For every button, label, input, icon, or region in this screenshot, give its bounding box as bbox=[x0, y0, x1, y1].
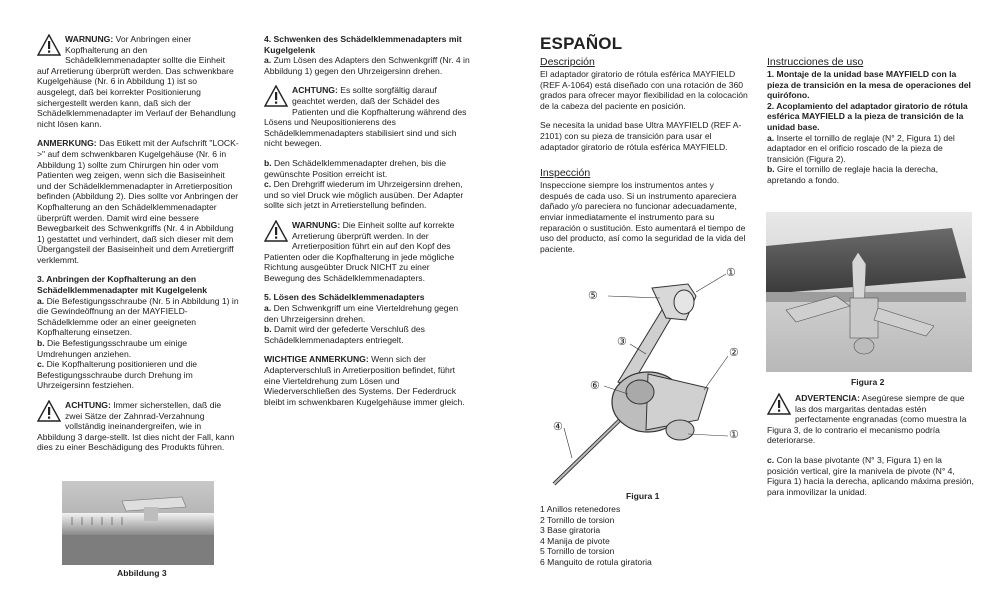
warning-triangle-icon bbox=[767, 393, 791, 415]
note-label: ANMERKUNG: bbox=[37, 138, 97, 149]
step-text: Con la base pivotante (N° 3, Figura 1) en la posición vertical, gire la manivela de pivote (N° 4, Figura 1) hacia la derecha, aplicando máxima presión, para inmovilizar la unidad. bbox=[767, 454, 974, 497]
figure-1-callout-6: ⑥ bbox=[590, 380, 600, 392]
warning-triangle-icon bbox=[264, 220, 288, 242]
step-text: Die Befestigungsschraube (Nr. 5 in Abbildung 1) in die Gewindeöffnung an der MAYFIELD-Schädelklemme oder an einer geeigneten Kopfhalterung einsetzen. bbox=[37, 295, 239, 338]
legend-item: 2 Tornillo de torsion bbox=[540, 514, 615, 525]
legend-item: 3 Base giratoria bbox=[540, 525, 601, 536]
important-text: Wenn sich der Adapterverschluß in Arretierposition befindet, führt eine Vierteldrehung zum Lösen und Wiederverschließen des Systems. Der Federdruck bleibt im schwenkbaren Kugelgehäuse immer gleich. bbox=[264, 354, 465, 407]
section-4 bbox=[264, 34, 470, 76]
step-text: Inserte el tornillo de reglaje (N° 2, Figura 1) del adaptador en el orificio roscado de la pieza de transición (Figura 2). bbox=[767, 132, 955, 164]
step-text: Zum Lösen des Adapters den Schwenkgriff (Nr. 4 in Abbildung 1) gegen den Uhrzeigersinn drehen. bbox=[264, 55, 470, 76]
description-paragraph: El adaptador giratorio de rótula esférica MAYFIELD (REF A-1064) está diseñado con una rotación de 360 grados para ofrecer mayor flexibilidad en la colocación de la cabeza del paciente en posición. bbox=[540, 69, 748, 111]
figure-2-caption: Figura 2 bbox=[851, 377, 885, 387]
step-2: 2. Acoplamiento del adaptador giratorio de rótula esférica MAYFIELD a la pieza de transición de la unidad base. bbox=[767, 100, 968, 132]
inspection-heading: Inspección bbox=[540, 167, 591, 180]
note-text: Das Etikett mit der Aufschrift "LOCK->" auf dem schwenkbaren Kugelgehäuse (Nr. 6 in Abbildung 1) sollte zum Chirurgen hin oder vom Patienten weg zeigen, wenn sich die Basiseinheit und der Schädelklemmenadapter in Arretierposition befinden (Abbildung 2). Dies sollte vor Anbringen der Kopfhalterung an den Schädelklemmenadapter überprüft werden. Damit wird eine bessere Bewegbarkeit des Schwenkgriffs (Nr. 4 in Abbildung 1) gestattet und verhindert, daß sich dieser mit dem Übergangsteil der Basiseinheit und dem Arretiergriff verklemmt. bbox=[37, 138, 239, 265]
step-text: Den Drehgriff wiederum im Uhrzeigersinn drehen, und so viel Druck wie möglich ausüben. Der Adapter sollte sich jetzt in Arretierstellung befinden. bbox=[264, 179, 464, 211]
section-4-continued bbox=[264, 158, 470, 211]
column-german-1 bbox=[37, 34, 239, 462]
warning-label: WARNUNG: bbox=[65, 34, 114, 44]
caution-text: Immer sicherstellen, daß die zwei Sätze der Zahnrad-Verzahnung vollständig ineinandergreifen, wie in Abbildung 3 darge-stellt. Ist dies nicht der Fall, kann dies zu einer Beschädigung des Produkts führen. bbox=[37, 400, 235, 453]
step-label: a. bbox=[37, 295, 45, 306]
section-3-title: 3. Anbringen der Kopfhalterung an den Schädelklemmenadapter mit Kugelgelenk bbox=[37, 274, 208, 296]
warning-triangle-icon bbox=[37, 34, 61, 56]
section-5 bbox=[264, 292, 470, 345]
figure-1-legend bbox=[540, 504, 740, 568]
caution-label: ACHTUNG: bbox=[65, 400, 111, 410]
step-label: c. bbox=[264, 179, 272, 190]
language-title: ESPAÑOL bbox=[540, 34, 623, 53]
section-3 bbox=[37, 274, 239, 391]
legend-item: 4 Manija de pivote bbox=[540, 535, 610, 546]
step-text: Den Schwenkgriff um eine Vierteldrehung gegen den Uhrzeigersinn drehen. bbox=[264, 303, 459, 324]
warning-triangle-icon bbox=[264, 85, 288, 107]
caution-block bbox=[264, 85, 470, 149]
step-label: b. bbox=[264, 157, 272, 168]
legend-item: 5 Tornillo de torsion bbox=[540, 546, 615, 557]
figure-1-callout-1: ① bbox=[726, 267, 736, 279]
column-german-2 bbox=[264, 34, 470, 416]
warning-triangle-icon bbox=[37, 400, 61, 422]
warning-label: WARNUNG: bbox=[292, 219, 341, 230]
column-spanish-2-lower bbox=[767, 393, 975, 506]
figure-1-callout-5: ⑤ bbox=[588, 290, 598, 302]
warning-block bbox=[264, 220, 470, 284]
figure-1-callout-3: ③ bbox=[617, 336, 627, 348]
step-text: Die Kopfhalterung positionieren und die Befestigungsschraube durch Drehung im Uhrzeigersinn festziehen. bbox=[37, 359, 198, 391]
step-2a bbox=[767, 133, 975, 165]
step-label: b. bbox=[767, 164, 775, 175]
figure-1-drawing bbox=[548, 262, 748, 490]
step-text: Den Schädelklemmenadapter drehen, bis die gewünschte Position erreicht ist. bbox=[264, 157, 447, 179]
important-note bbox=[264, 354, 470, 407]
figure-2-photo bbox=[766, 212, 972, 372]
step-label: a. bbox=[264, 55, 272, 66]
step-2b bbox=[767, 164, 975, 185]
column-spanish-2 bbox=[767, 56, 975, 186]
important-label: WICHTIGE ANMERKUNG: bbox=[264, 354, 369, 365]
step-label: b. bbox=[37, 338, 45, 349]
warning-text: Vor Anbringen einer Kopfhalterung an den Schädelklemmenadapter sollte die Einheit auf Arretierung überprüft werden. Das schwenkbare Kugelgehäuse (Nr. 6 in Abbildung 1) ist so ausgelegt, daß bei korrekter Positionierung sichergestellt werden kann, daß sich der Schädelklemmenadapter im Verlauf der Behandlung nicht lösen kann. bbox=[37, 34, 236, 129]
step-2c bbox=[767, 455, 975, 497]
step-label: a. bbox=[767, 132, 775, 143]
step-text: Die Befestigungsschraube um einige Umdrehungen anziehen. bbox=[37, 338, 188, 359]
warning-label: ADVERTENCIA: bbox=[795, 393, 860, 403]
step-label: b. bbox=[264, 324, 272, 335]
step-text: Damit wird der gefederte Verschluß des Schädelklemmenadapters entriegelt. bbox=[264, 324, 425, 345]
warning-block bbox=[767, 393, 975, 446]
step-label: c. bbox=[767, 454, 775, 465]
description-heading: Descripción bbox=[540, 56, 595, 68]
figure-3-caption: Abbildung 3 bbox=[117, 568, 167, 578]
figure-1-callout-2: ② bbox=[729, 347, 739, 359]
caution-label: ACHTUNG: bbox=[292, 85, 338, 96]
caution-text: Es sollte sorgfältig darauf geachtet werden, daß der Schädel des Patienten und die Kopfhalterung während des Lösens und Neupositionierens des Schädelklemmenadapters stabilisiert sind und sich nicht bewegen. bbox=[264, 85, 467, 149]
step-text: Gire el tornillo de reglaje hacia la derecha, apretando a fondo. bbox=[767, 164, 939, 185]
section-5-title: 5. Lösen des Schädelklemmenadapters bbox=[264, 292, 425, 303]
column-spanish-1 bbox=[540, 34, 748, 263]
step-label: c. bbox=[37, 359, 45, 370]
legend-item: 1 Anillos retenedores bbox=[540, 504, 621, 514]
legend-item: 6 Manguito de rotula giratoria bbox=[540, 556, 652, 567]
warning-block bbox=[37, 34, 239, 129]
caution-block bbox=[37, 400, 239, 453]
figure-1-callout-4: ④ bbox=[553, 421, 563, 433]
step-label: a. bbox=[264, 303, 272, 314]
note-paragraph bbox=[37, 138, 239, 265]
warning-text: Die Einheit sollte auf korrekte Arretierung überprüft werden. In der Arretierposition führt ein auf den Kopf des Patienten oder die Kopfhalterung in jede mögliche Richtung ausgeübter Druck NICHT zu einer Bewegung des Schädelklemmenadapters. bbox=[264, 219, 455, 283]
figure-3-photo bbox=[62, 481, 214, 565]
figure-1-callout-1b: ① bbox=[729, 429, 739, 441]
instructions-heading: Instrucciones de uso bbox=[767, 56, 864, 68]
section-4-title: 4. Schwenken des Schädelklemmenadapters mit Kugelgelenk bbox=[264, 34, 462, 55]
warning-text: Asegúrese siempre de que las dos margaritas dentadas estén perfectamente engranadas (como muestra la Figura 3, de lo contrario el mecanismo podría deteriorarse. bbox=[767, 393, 967, 446]
inspection-paragraph: Inspeccione siempre los instrumentos antes y después de cada uso. Si un instrumento apareciera dañado y/o pareciera no funcionar adecuadamente, enviar inmediatamente el instrumento para su reparación o sustitución. Esto aumentará el tiempo de uso del producto, así como la seguridad de la vida del paciente. bbox=[540, 180, 746, 254]
description-paragraph: Se necesita la unidad base Ultra MAYFIELD (REF A-2101) con su pieza de transición para usar el adaptador giratorio de rótula esférica MAYFIELD. bbox=[540, 120, 742, 152]
figure-1-caption: Figura 1 bbox=[626, 491, 660, 501]
step-1: 1. Montaje de la unidad base MAYFIELD con la pieza de transición en la mesa de operaciones del quirófono. bbox=[767, 69, 971, 101]
